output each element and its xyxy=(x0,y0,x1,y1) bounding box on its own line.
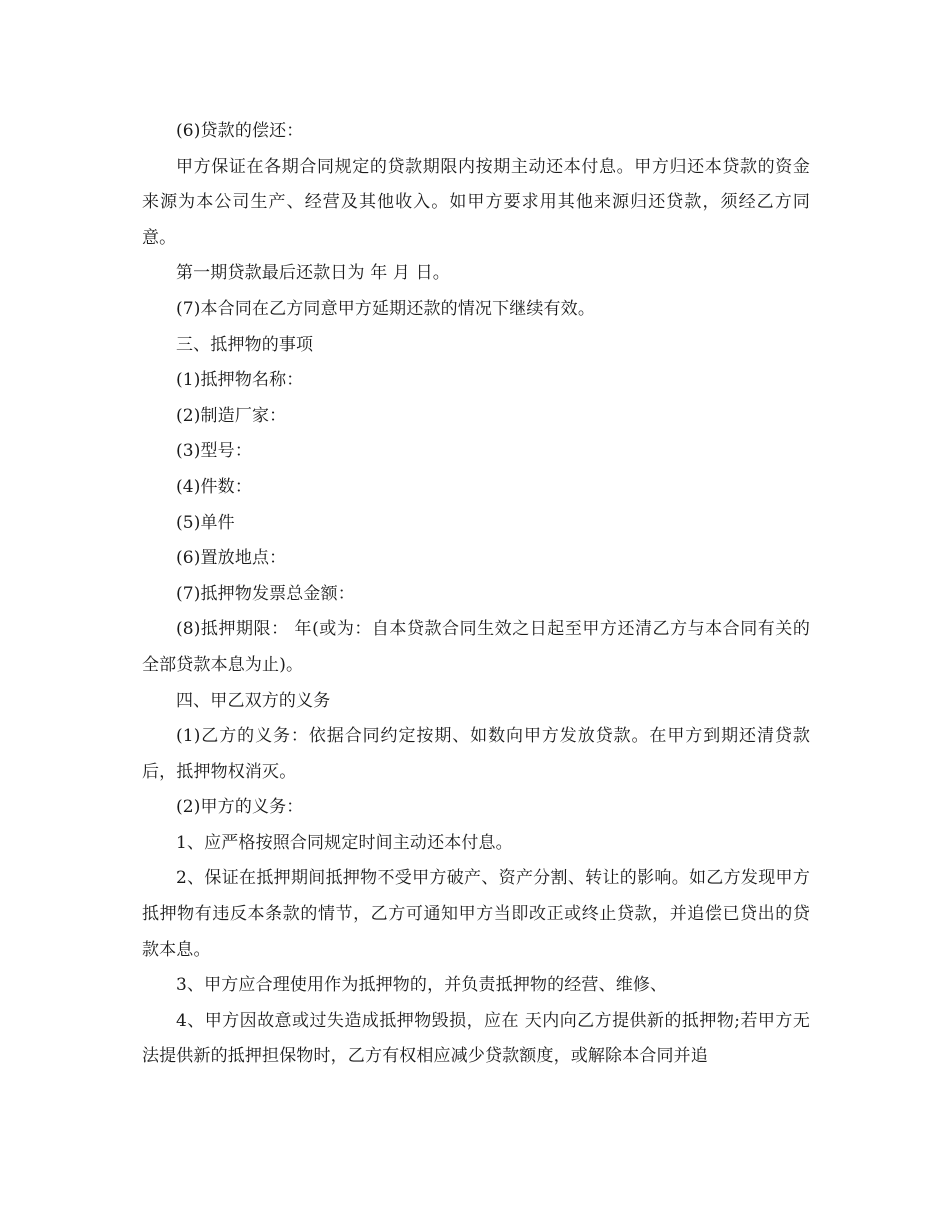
collateral-name: (1)抵押物名称： xyxy=(176,370,304,391)
collateral-quantity: (4)件数： xyxy=(176,476,252,497)
collateral-term: (8)抵押期限： 年(或为：自本贷款合同生效之日起至甲方还清乙方与本合同有关的全部贷款本息为止)。 xyxy=(142,619,810,675)
obligation-party-b: (1)乙方的义务：依据合同约定按期、如数向甲方发放贷款。在甲方到期还清贷款后，抵押物权消灭。 xyxy=(142,726,810,782)
collateral-invoice-amount: (7)抵押物发票总金额： xyxy=(176,583,355,604)
obligation-item-2: 2、保证在抵押期间抵押物不受甲方破产、资产分割、转让的影响。如乙方发现甲方抵押物有违反本条款的情节，乙方可通知甲方当即改正或终止贷款，并追偿已贷出的贷款本息。 xyxy=(142,868,810,960)
collateral-manufacturer: (2)制造厂家： xyxy=(176,405,287,426)
section-heading-collateral: 三、抵押物的事项 xyxy=(176,334,314,355)
section-heading-obligations: 四、甲乙双方的义务 xyxy=(176,690,331,711)
collateral-model: (3)型号： xyxy=(176,441,252,462)
paragraph-repayment-heading: (6)贷款的偿还： xyxy=(176,121,304,141)
paragraph-repayment-guarantee: 甲方保证在各期合同规定的贷款期限内按期主动还本付息。甲方归还本贷款的资金来源为本公司生产、经营及其他收入。如甲方要求用其他来源归还贷款，须经乙方同意。 xyxy=(142,156,810,248)
obligation-party-a-heading: (2)甲方的义务： xyxy=(176,797,304,818)
collateral-unit: (5)单件 xyxy=(176,512,235,533)
obligation-item-1: 1、应严格按照合同规定时间主动还本付息。 xyxy=(176,832,513,853)
paragraph-extension-validity: (7)本合同在乙方同意甲方延期还款的情况下继续有效。 xyxy=(176,298,595,319)
paragraph-first-repayment-date: 第一期贷款最后还款日为 年 月 日。 xyxy=(176,263,450,284)
obligation-item-3: 3、甲方应合理使用作为抵押物的，并负责抵押物的经营、维修、 xyxy=(176,975,668,996)
obligation-item-4: 4、甲方因故意或过失造成抵押物毁损，应在 天内向乙方提供新的抵押物;若甲方无法提供新的抵押担保物时，乙方有权相应减少贷款额度，或解除本合同并追 xyxy=(142,1010,810,1067)
collateral-location: (6)置放地点： xyxy=(176,548,287,569)
document-body xyxy=(142,114,810,1075)
